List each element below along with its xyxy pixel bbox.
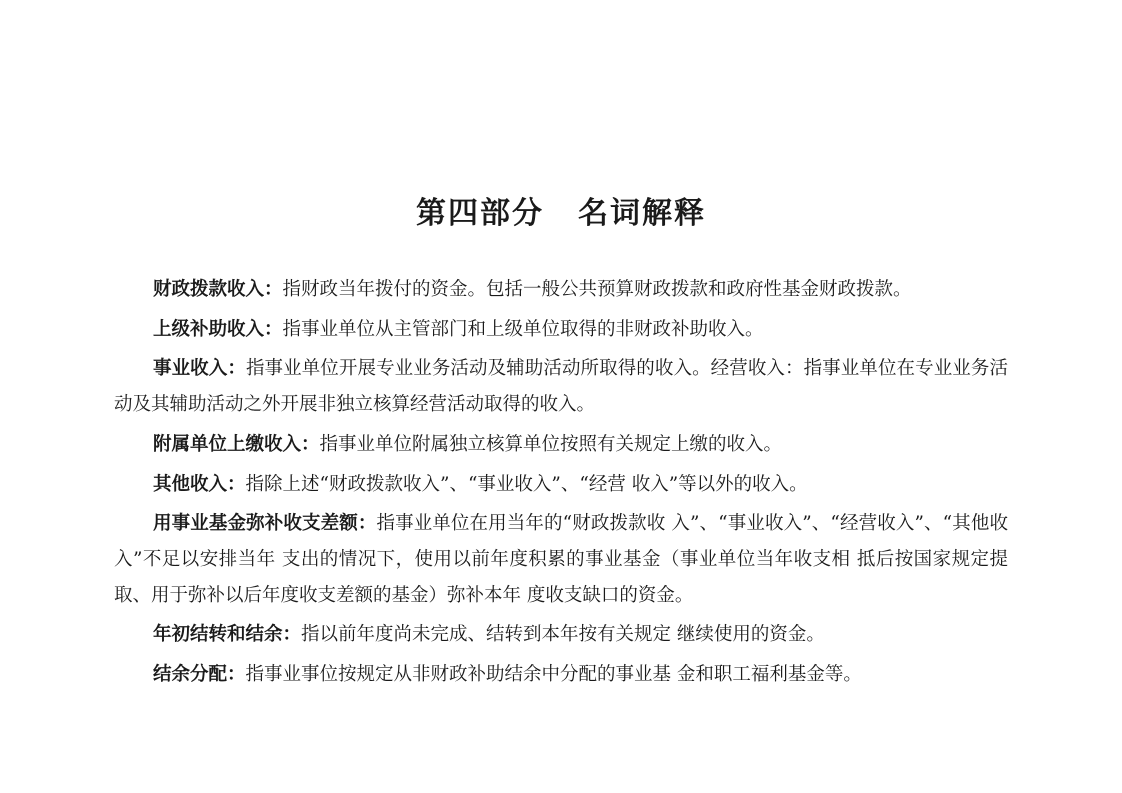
glossary-entry [114,467,1008,503]
glossary-definition: 指以前年度尚未完成、结转到本年按有关规定 继续使用的资金。 [301,624,825,646]
page-title-main: 名词解释 [578,196,706,231]
glossary-definition: 指事业单位附属独立核算单位按照有关规定上缴的收入。 [319,433,783,455]
glossary-term: 结余分配 [153,664,228,686]
glossary-separator: ： [282,624,302,646]
glossary-definition: 指事业单位开展专业业务活动及辅助活动所取得的收入。经营收入：指事业单位在专业业务活动及其辅助活动之外开展非独立核算经营活动取得的收入。 [114,358,1008,416]
glossary-definition: 指事业单位从主管部门和上级单位取得的非财政补助收入。 [282,318,764,340]
glossary-definition: 指事业单位在用当年的“财政拨款收 入”、“事业收入”、“经营收入”、“其他收入”不足以安排当年 支出的情况下，使用以前年度积累的事业基金（事业单位当年收支相 抵后按国家规定提取、用于弥补以后年度收支差额的基金）弥补本年 度收支缺口的资金。 [114,513,1008,606]
glossary-separator: ： [227,664,246,686]
glossary-term: 附属单位上缴收入 [153,433,302,455]
glossary-entry [114,272,1008,308]
glossary-definition: 指财政当年拨付的资金。包括一般公共预算财政拨款和政府性基金财政拨款。 [282,279,912,300]
glossary-separator: ： [227,358,246,380]
glossary-separator: ： [227,473,246,495]
glossary-separator: ： [264,279,283,300]
document-body [78,272,1044,693]
glossary-definition: 指事业事位按规定从非财政补助结余中分配的事业基 金和职工福利基金等。 [245,664,862,686]
glossary-definition: 指除上述“财政拨款收入”、“事业收入”、“经营 收入”等以外的收入。 [245,473,808,495]
glossary-entry [114,617,1008,653]
glossary-entry [114,351,1008,422]
glossary-entry [114,312,1008,348]
glossary-entry [114,506,1008,613]
glossary-separator: ： [264,318,283,340]
page-title-prefix: 第四部分 [416,196,544,231]
glossary-term: 年初结转和结余 [153,624,283,646]
glossary-separator: ： [357,513,377,535]
page-title [78,0,1044,232]
glossary-term: 其他收入 [153,473,228,495]
glossary-term: 事业收入 [153,358,228,380]
glossary-separator: ： [301,433,320,455]
glossary-entry [114,427,1008,463]
glossary-term: 用事业基金弥补收支差额 [153,513,358,535]
glossary-term: 财政拨款收入 [153,279,265,300]
glossary-term: 上级补助收入 [153,318,265,340]
glossary-entry [114,657,1008,693]
